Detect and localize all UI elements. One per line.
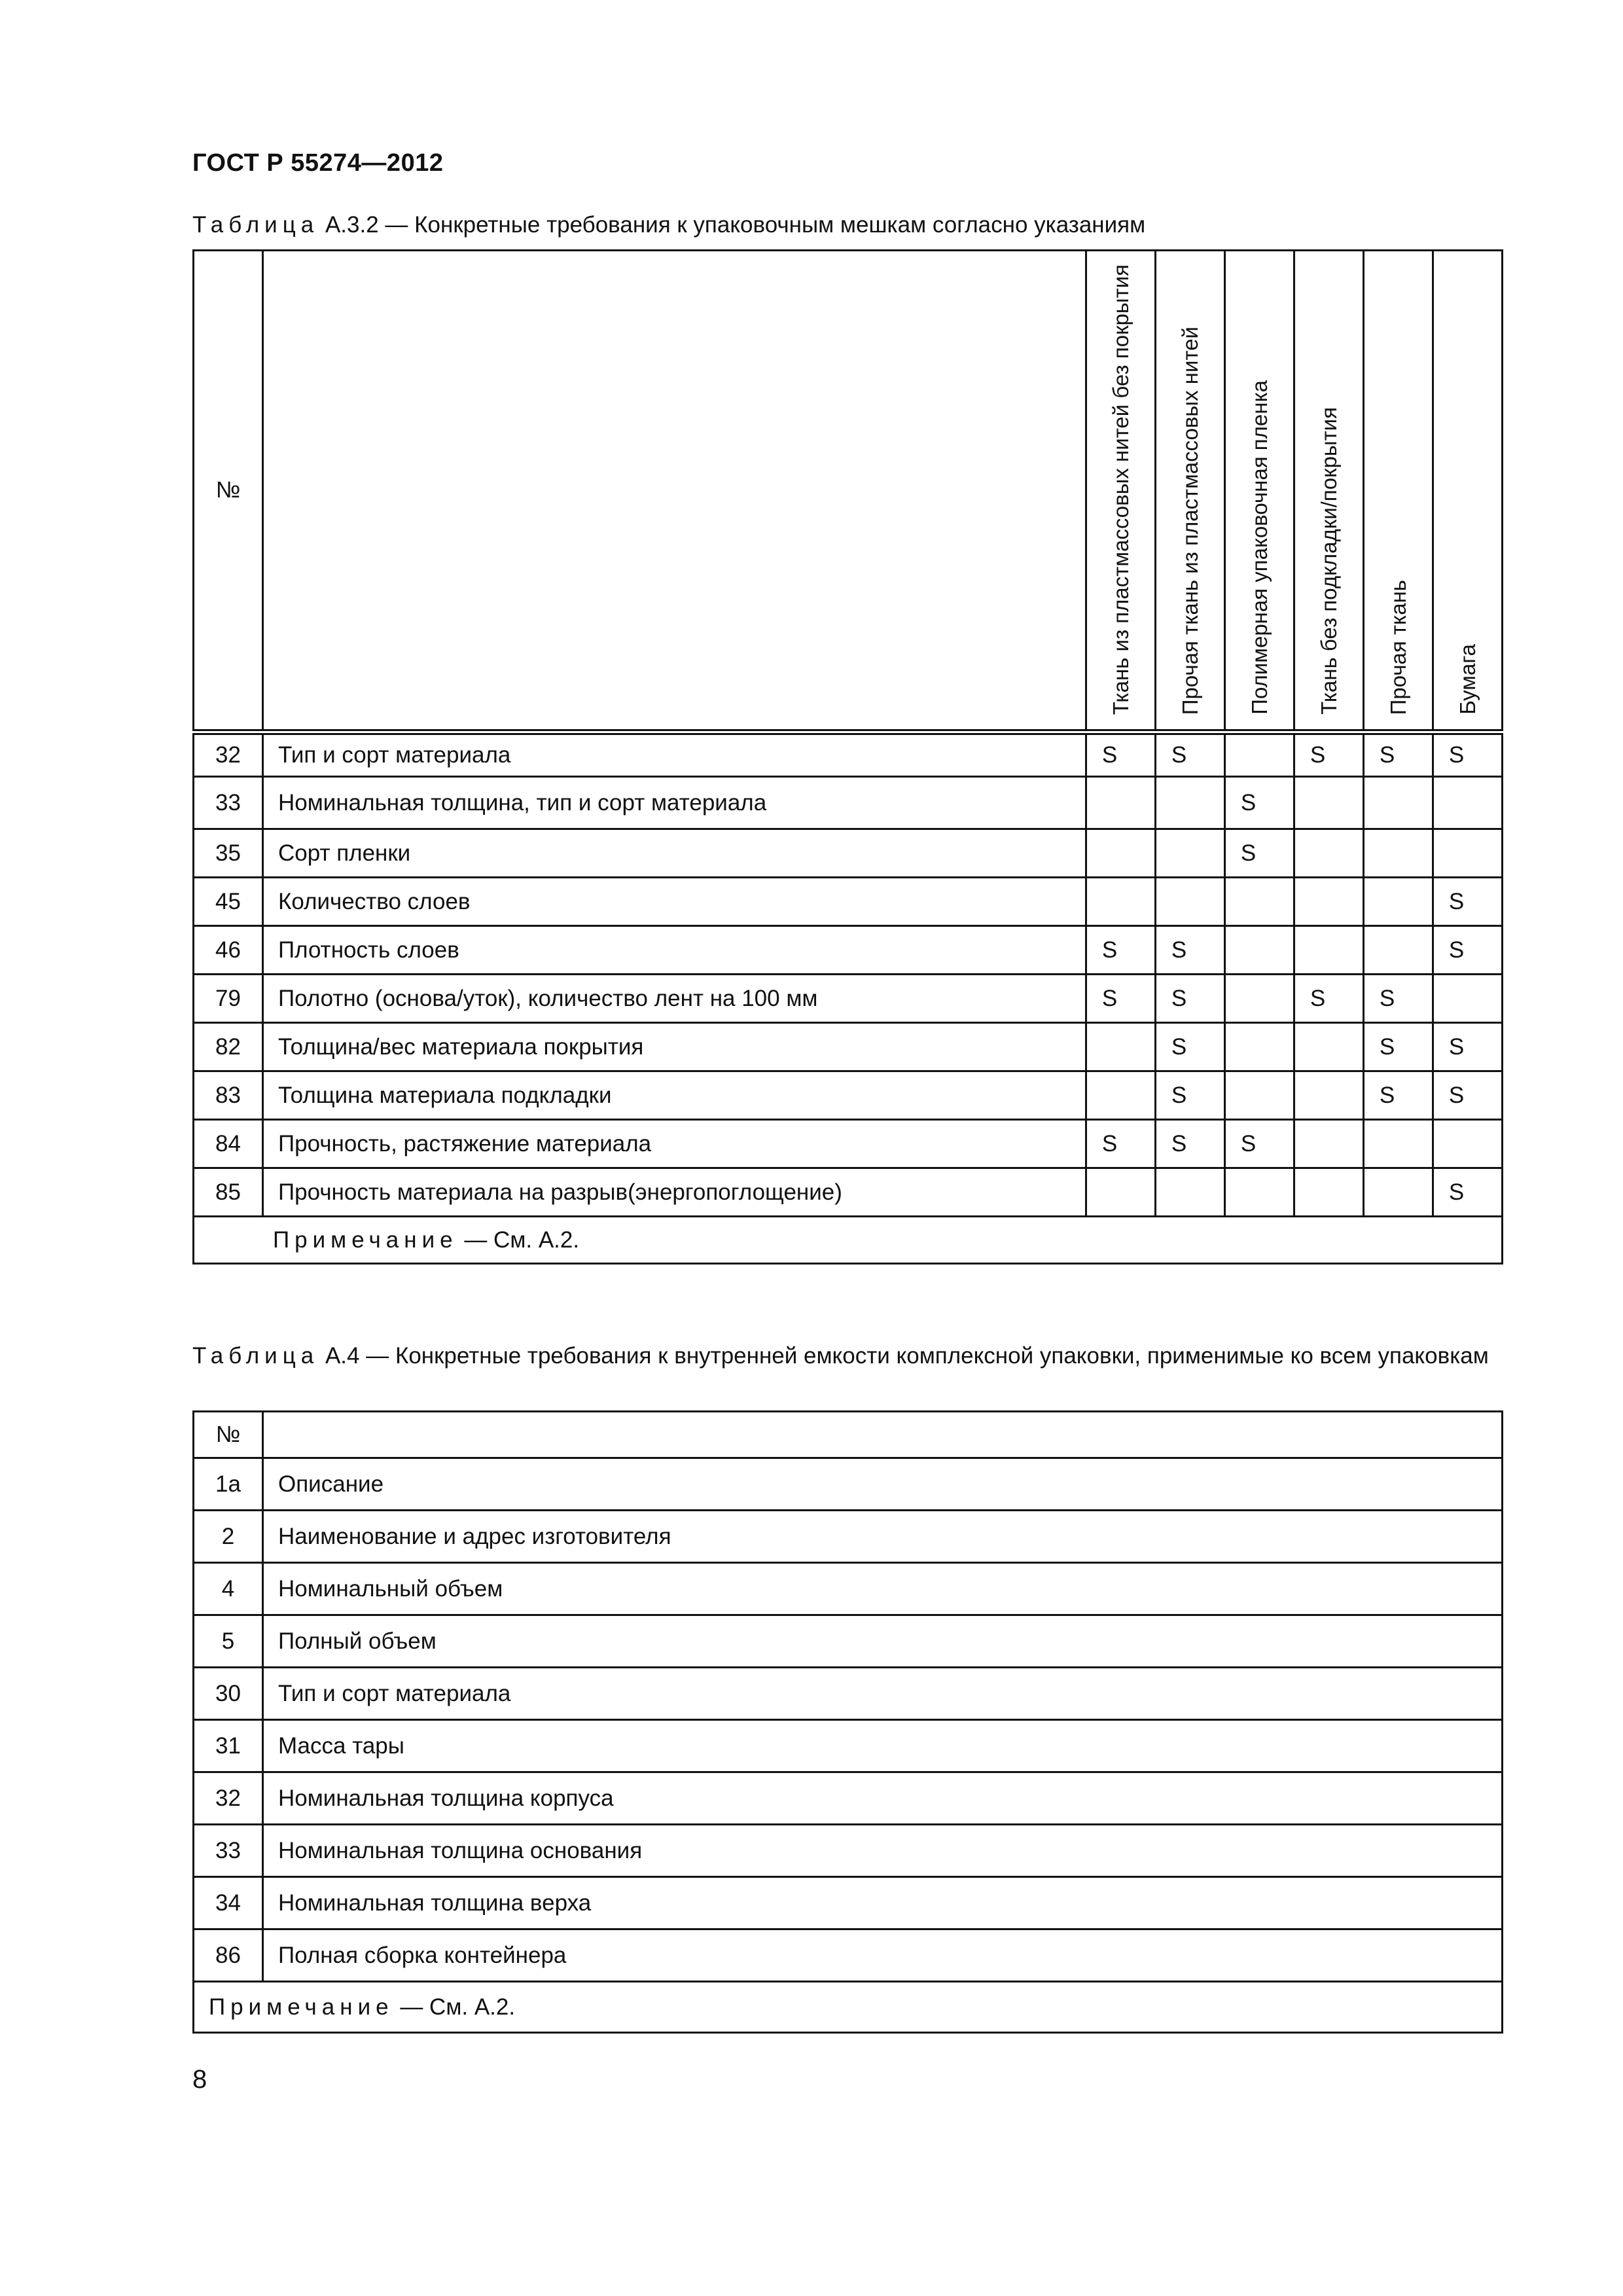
applicability-cell	[1433, 1023, 1503, 1071]
applicability-cell	[1225, 878, 1294, 926]
applicability-cell	[1225, 732, 1294, 777]
applicability-mark: S	[1171, 742, 1187, 768]
applicability-cell	[1364, 1168, 1433, 1217]
applicability-cell	[1225, 926, 1294, 975]
table1-col-header	[1225, 251, 1294, 732]
applicability-cell	[1156, 829, 1225, 878]
row-number: 85	[194, 1168, 263, 1217]
table1-row	[194, 878, 1503, 926]
table1-row	[194, 777, 1503, 829]
applicability-mark: S	[1379, 985, 1395, 1011]
applicability-cell	[1294, 829, 1364, 878]
row-description: Полная сборка контейнера	[263, 1929, 1503, 1982]
table1-col-header	[1433, 251, 1503, 732]
table1-caption	[192, 211, 1145, 240]
row-number: 4	[194, 1563, 263, 1615]
applicability-cell	[1294, 1023, 1364, 1071]
row-number: 82	[194, 1023, 263, 1071]
row-description: Сорт пленки	[263, 829, 1086, 878]
row-number: 84	[194, 1120, 263, 1168]
applicability-mark: S	[1171, 985, 1187, 1011]
applicability-cell	[1156, 732, 1225, 777]
applicability-mark: S	[1101, 985, 1118, 1011]
row-description: Описание	[263, 1458, 1503, 1511]
applicability-cell	[1364, 926, 1433, 975]
table1-col-header-label: Бумага	[1455, 644, 1480, 715]
applicability-mark: S	[1171, 937, 1187, 963]
table2-row	[194, 1877, 1503, 1929]
applicability-cell	[1086, 732, 1156, 777]
applicability-mark: S	[1448, 1033, 1465, 1060]
applicability-cell	[1294, 1168, 1364, 1217]
row-number: 46	[194, 926, 263, 975]
applicability-mark: S	[1171, 1033, 1187, 1060]
table2-header-row	[194, 1412, 1503, 1458]
applicability-cell	[1225, 1071, 1294, 1120]
table2-row	[194, 1511, 1503, 1563]
row-description: Номинальная толщина, тип и сорт материала	[263, 777, 1086, 829]
applicability-cell	[1433, 829, 1503, 878]
table2-num-header: №	[194, 1412, 263, 1458]
table1	[192, 249, 1503, 1265]
table2-caption-prefix: Таблица	[192, 1343, 319, 1369]
table1-col-header	[1364, 251, 1433, 732]
applicability-cell	[1294, 1120, 1364, 1168]
applicability-mark: S	[1310, 742, 1326, 768]
row-number: 34	[194, 1877, 263, 1929]
applicability-mark: S	[1171, 1082, 1187, 1108]
table1-row	[194, 1168, 1503, 1217]
applicability-cell	[1086, 829, 1156, 878]
table1-col-header	[1156, 251, 1225, 732]
table1-desc-header	[263, 251, 1086, 732]
applicability-cell	[1294, 1071, 1364, 1120]
row-number: 30	[194, 1668, 263, 1720]
table1-col-header-label: Прочая ткань из пластмассовых нитей	[1177, 326, 1202, 715]
applicability-mark: S	[1101, 937, 1118, 963]
applicability-cell	[1433, 777, 1503, 829]
applicability-cell	[1225, 1023, 1294, 1071]
applicability-cell	[1156, 777, 1225, 829]
applicability-cell	[1086, 777, 1156, 829]
row-number: 83	[194, 1071, 263, 1120]
applicability-mark: S	[1448, 888, 1465, 914]
applicability-cell	[1086, 1071, 1156, 1120]
applicability-cell	[1156, 1168, 1225, 1217]
row-description: Толщина/вес материала покрытия	[263, 1023, 1086, 1071]
row-number: 45	[194, 878, 263, 926]
applicability-mark: S	[1448, 742, 1465, 768]
applicability-cell	[1433, 878, 1503, 926]
applicability-cell	[1225, 1120, 1294, 1168]
row-number: 35	[194, 829, 263, 878]
table2	[192, 1410, 1503, 2034]
applicability-mark: S	[1448, 1082, 1465, 1108]
row-number: 33	[194, 777, 263, 829]
applicability-cell	[1294, 878, 1364, 926]
applicability-cell	[1294, 926, 1364, 975]
applicability-cell	[1433, 926, 1503, 975]
applicability-cell	[1433, 1071, 1503, 1120]
applicability-cell	[1156, 1071, 1225, 1120]
table2-caption	[192, 1342, 1501, 1371]
row-description: Номинальная толщина основания	[263, 1825, 1503, 1877]
table1-col-header-label: Ткань из пластмассовых нитей без покрытия	[1108, 264, 1133, 715]
row-description: Тип и сорт материала	[263, 1668, 1503, 1720]
table1-col-header	[1294, 251, 1364, 732]
table1-header-row	[194, 251, 1503, 732]
row-description: Плотность слоев	[263, 926, 1086, 975]
row-description: Тип и сорт материала	[263, 732, 1086, 777]
applicability-cell	[1156, 878, 1225, 926]
table2-caption-text: А.4 — Конкретные требования к внутренней емкости комплексной упаковки, применимые ко всем упаковкам	[319, 1343, 1489, 1369]
applicability-cell	[1086, 1023, 1156, 1071]
applicability-cell	[1364, 1071, 1433, 1120]
row-description: Полотно (основа/уток), количество лент на 100 мм	[263, 975, 1086, 1023]
applicability-cell	[1086, 878, 1156, 926]
table2-row	[194, 1458, 1503, 1511]
table2-row	[194, 1772, 1503, 1825]
document-header: ГОСТ Р 55274—2012	[192, 149, 444, 177]
row-description: Толщина материала подкладки	[263, 1071, 1086, 1120]
table1-col-header-label: Ткань без подкладки/покрытия	[1316, 407, 1341, 715]
table2-row	[194, 1668, 1503, 1720]
table2-desc-header	[263, 1412, 1503, 1458]
table1-row	[194, 1023, 1503, 1071]
row-description: Прочность, растяжение материала	[263, 1120, 1086, 1168]
applicability-cell	[1433, 975, 1503, 1023]
applicability-cell	[1364, 829, 1433, 878]
applicability-cell	[1156, 975, 1225, 1023]
table1-row	[194, 926, 1503, 975]
applicability-cell	[1225, 829, 1294, 878]
applicability-mark: S	[1240, 1130, 1257, 1157]
applicability-cell	[1433, 1120, 1503, 1168]
table2-row	[194, 1615, 1503, 1668]
row-description: Полный объем	[263, 1615, 1503, 1668]
applicability-mark: S	[1448, 937, 1465, 963]
applicability-cell	[1364, 732, 1433, 777]
table1-row	[194, 732, 1503, 777]
row-number: 79	[194, 975, 263, 1023]
table1-caption-text: А.3.2 — Конкретные требования к упаковочным мешкам согласно указаниям	[319, 212, 1146, 238]
note-text: — См. А.2.	[457, 1227, 580, 1253]
applicability-cell	[1294, 777, 1364, 829]
table2-note	[194, 1982, 1503, 2033]
table1-note-row	[194, 1217, 1503, 1264]
applicability-cell	[1433, 732, 1503, 777]
row-number: 5	[194, 1615, 263, 1668]
row-number: 33	[194, 1825, 263, 1877]
row-description: Количество слоев	[263, 878, 1086, 926]
applicability-mark: S	[1240, 840, 1257, 866]
note-label: Примечание	[273, 1227, 458, 1253]
applicability-mark: S	[1448, 1179, 1465, 1205]
table1-row	[194, 1071, 1503, 1120]
applicability-cell	[1156, 1023, 1225, 1071]
applicability-cell	[1225, 1168, 1294, 1217]
applicability-mark: S	[1240, 789, 1257, 816]
table2-row	[194, 1720, 1503, 1772]
table1-col-header	[1086, 251, 1156, 732]
table2-row	[194, 1825, 1503, 1877]
applicability-mark: S	[1379, 1033, 1395, 1060]
applicability-mark: S	[1171, 1130, 1187, 1157]
applicability-cell	[1086, 926, 1156, 975]
note-label: Примечание	[209, 1994, 394, 2020]
row-description: Прочность материала на разрыв(энергопоглощение)	[263, 1168, 1086, 1217]
table2-row	[194, 1929, 1503, 1982]
row-description: Номинальная толщина верха	[263, 1877, 1503, 1929]
applicability-cell	[1433, 1168, 1503, 1217]
row-number: 86	[194, 1929, 263, 1982]
table2-row	[194, 1563, 1503, 1615]
applicability-cell	[1364, 1023, 1433, 1071]
applicability-cell	[1225, 975, 1294, 1023]
applicability-cell	[1086, 1120, 1156, 1168]
table1-row	[194, 975, 1503, 1023]
applicability-mark: S	[1310, 985, 1326, 1011]
note-text: — См. А.2.	[393, 1994, 516, 2020]
applicability-mark: S	[1379, 1082, 1395, 1108]
applicability-cell	[1156, 1120, 1225, 1168]
row-description: Наименование и адрес изготовителя	[263, 1511, 1503, 1563]
applicability-mark: S	[1379, 742, 1395, 768]
applicability-cell	[1294, 975, 1364, 1023]
table1-col-header-label: Полимерная упаковочная пленка	[1247, 380, 1272, 715]
applicability-cell	[1364, 975, 1433, 1023]
applicability-cell	[1086, 1168, 1156, 1217]
row-number: 31	[194, 1720, 263, 1772]
row-description: Масса тары	[263, 1720, 1503, 1772]
table1-row	[194, 1120, 1503, 1168]
row-number: 2	[194, 1511, 263, 1563]
applicability-cell	[1156, 926, 1225, 975]
row-number: 32	[194, 732, 263, 777]
row-description: Номинальный объем	[263, 1563, 1503, 1615]
page-number: 8	[192, 2065, 207, 2094]
row-description: Номинальная толщина корпуса	[263, 1772, 1503, 1825]
applicability-mark: S	[1101, 742, 1118, 768]
applicability-mark: S	[1101, 1130, 1118, 1157]
applicability-cell	[1364, 777, 1433, 829]
applicability-cell	[1086, 975, 1156, 1023]
table1-row	[194, 829, 1503, 878]
applicability-cell	[1364, 878, 1433, 926]
table1-col-header-label: Прочая ткань	[1385, 579, 1410, 715]
table1-note	[194, 1217, 1503, 1264]
table1-num-header: №	[194, 251, 263, 732]
table2-note-row	[194, 1982, 1503, 2033]
applicability-cell	[1225, 777, 1294, 829]
table1-caption-prefix: Таблица	[192, 212, 319, 238]
row-number: 32	[194, 1772, 263, 1825]
applicability-cell	[1294, 732, 1364, 777]
row-number: 1а	[194, 1458, 263, 1511]
applicability-cell	[1364, 1120, 1433, 1168]
